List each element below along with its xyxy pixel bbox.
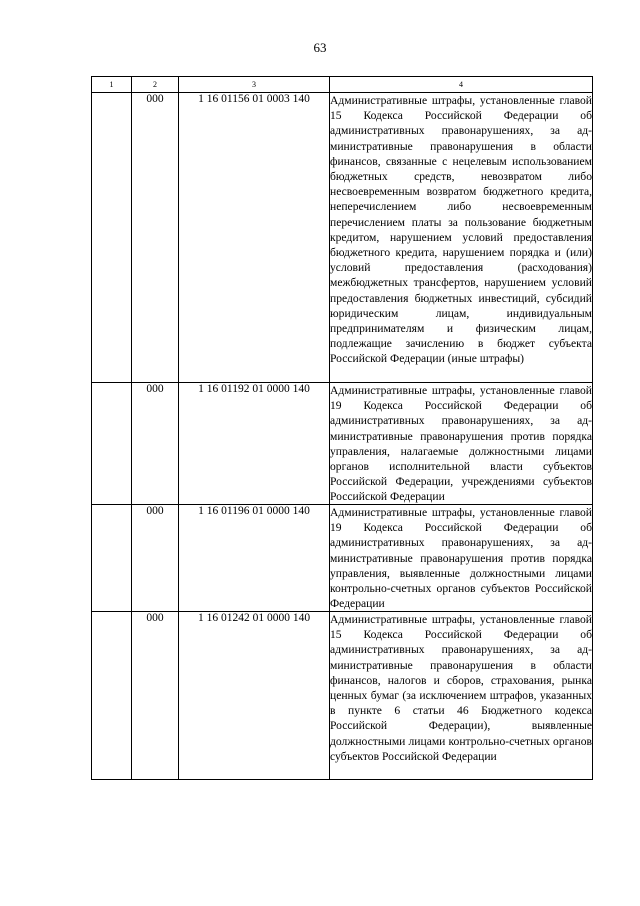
- description-cell: [330, 383, 593, 505]
- description-text: Административные штрафы, установленные главой 19 Кодекса Российской Федерации об административных правонарушениях, за административные правонарушения против порядка управления, выявленные должностными лицами контрольно-счетных органов субъектов Российской Федерации: [330, 506, 592, 611]
- description-cell: [330, 93, 593, 383]
- table-row: [92, 93, 593, 383]
- table-header-row: [92, 77, 593, 93]
- description-text: Административные штрафы, установленные главой 15 Кодекса Российской Федерации об административных правонарушениях, за административные правонарушения в области финансов, налогов и сборов, страхования, рынка ценных бумаг (за исключением штрафов, указанных в пункте 6 статьи 46 Бюджетного кодекса Российской Федерации), выявленные должностными лицами контрольно-счетных органов субъектов Российской Федерации: [330, 613, 592, 763]
- admin-code-cell: 000: [132, 612, 179, 780]
- description-cell: [330, 612, 593, 780]
- row-col1-cell: [92, 93, 132, 383]
- budget-codes-table: [91, 76, 593, 780]
- description-text: Административные штрафы, установленные главой 15 Кодекса Российской Федерации об административных правонарушениях, за административные правонарушения в области финансов, связанные с нецелевым использованием бюджетных средств, невозвратом либо несвоевременным возвратом бюджетного кредита, неперечислением либо несвоевременным перечислением платы за пользование бюджетным кредитом, нарушением условий предоставления бюджетного кредита, нарушением порядка и (или) условий предоставления (расходования) межбюджетных трансфертов, нарушением условий предоставления бюджетных инвестиций, субсидий юридическим лицам, индивидуальным предпринимателям и физическим лицам, подлежащие зачислению в бюджет субъекта Российской Федерации (иные штрафы): [330, 94, 592, 366]
- budget-classification-code-cell: 1 16 01196 01 0000 140: [179, 505, 330, 612]
- table-row: [92, 383, 593, 505]
- budget-classification-code-cell: 1 16 01156 01 0003 140: [179, 93, 330, 383]
- description-cell: [330, 505, 593, 612]
- table-row: [92, 612, 593, 780]
- page-number: 63: [313, 40, 327, 55]
- column-header-4: 4: [330, 77, 593, 93]
- description-text: Административные штрафы, установленные главой 19 Кодекса Российской Федерации об административных правонарушениях, за административные правонарушения против порядка управления, налагаемые должностными лицами органов исполнительной власти субъектов Российской Федерации, учреждениями субъектов Российской Федерации: [330, 384, 592, 504]
- admin-code-cell: 000: [132, 383, 179, 505]
- admin-code-cell: 000: [132, 505, 179, 612]
- table-row: [92, 505, 593, 612]
- column-header-1: 1: [92, 77, 132, 93]
- admin-code-cell: 000: [132, 93, 179, 383]
- column-header-3: 3: [179, 77, 330, 93]
- budget-classification-code-cell: 1 16 01242 01 0000 140: [179, 612, 330, 780]
- column-header-2: 2: [132, 77, 179, 93]
- row-col1-cell: [92, 383, 132, 505]
- budget-classification-code-cell: 1 16 01192 01 0000 140: [179, 383, 330, 505]
- row-col1-cell: [92, 505, 132, 612]
- row-col1-cell: [92, 612, 132, 780]
